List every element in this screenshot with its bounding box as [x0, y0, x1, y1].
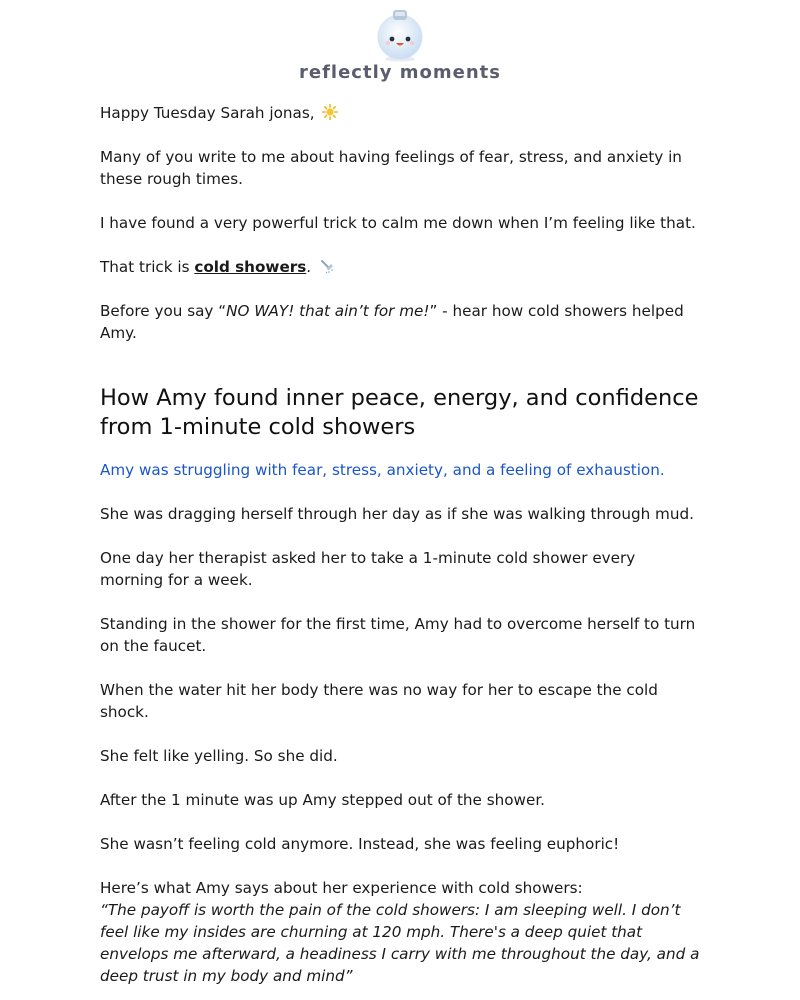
- before-prefix: Before you say “: [100, 302, 227, 320]
- story-paragraph-5: She felt like yelling. So she did.: [100, 747, 338, 765]
- story-paragraph-2: One day her therapist asked her to take a 1-minute cold shower every morning for a week.: [100, 549, 636, 589]
- before-paragraph: [100, 300, 700, 344]
- story-paragraph-3: Standing in the shower for the first time, Amy had to overcome herself to turn on the faucet.: [100, 615, 696, 655]
- story-paragraph-7: She wasn’t feeling cold anymore. Instead, she was feeling euphoric!: [100, 835, 620, 853]
- testimonial-intro: Here’s what Amy says about her experience with cold showers:: [100, 879, 583, 897]
- trick-suffix: .: [306, 258, 312, 276]
- testimonial-quote: “The payoff is worth the pain of the cold showers: I am sleeping well. I don’t feel like my insides are churning at 120 mph. There's a deep quiet that envelops me afterward, a headiness I carry with me throughout the day, and a deep trust in my body and mind”: [100, 901, 700, 985]
- article-heading: How Amy found inner peace, energy, and confidence from 1-minute cold showers: [100, 385, 699, 440]
- email-header: [0, 0, 800, 95]
- story-paragraph-1: She was dragging herself through her day as if she was walking through mud.: [100, 505, 694, 523]
- shower-icon: [319, 258, 335, 280]
- sun-icon: [322, 104, 338, 126]
- story-paragraph-4: When the water hit her body there was no way for her to escape the cold shock.: [100, 681, 658, 721]
- intro-paragraph: Many of you write to me about having feelings of fear, stress, and anxiety in these rough times.: [100, 148, 682, 188]
- story-paragraph-6: After the 1 minute was up Amy stepped out of the shower.: [100, 791, 545, 809]
- trick-found-paragraph: I have found a very powerful trick to calm me down when I’m feeling like that.: [100, 214, 696, 232]
- cold-showers-link[interactable]: cold showers: [194, 258, 307, 276]
- trick-prefix: That trick is: [100, 258, 195, 276]
- greeting: [100, 102, 700, 126]
- trick-paragraph: [100, 256, 700, 280]
- reflectly-mascot-icon: [375, 6, 425, 62]
- before-quote: NO WAY! that ain’t for me!: [226, 302, 430, 320]
- testimonial-block: [100, 877, 700, 987]
- before-suffix: ” - hear how cold showers helped Amy.: [100, 302, 684, 342]
- greeting-text: Happy Tuesday Sarah jonas,: [100, 104, 315, 122]
- brand-name: reflectly moments: [299, 62, 501, 83]
- lead-paragraph: Amy was struggling with fear, stress, anxiety, and a feeling of exhaustion.: [100, 461, 665, 479]
